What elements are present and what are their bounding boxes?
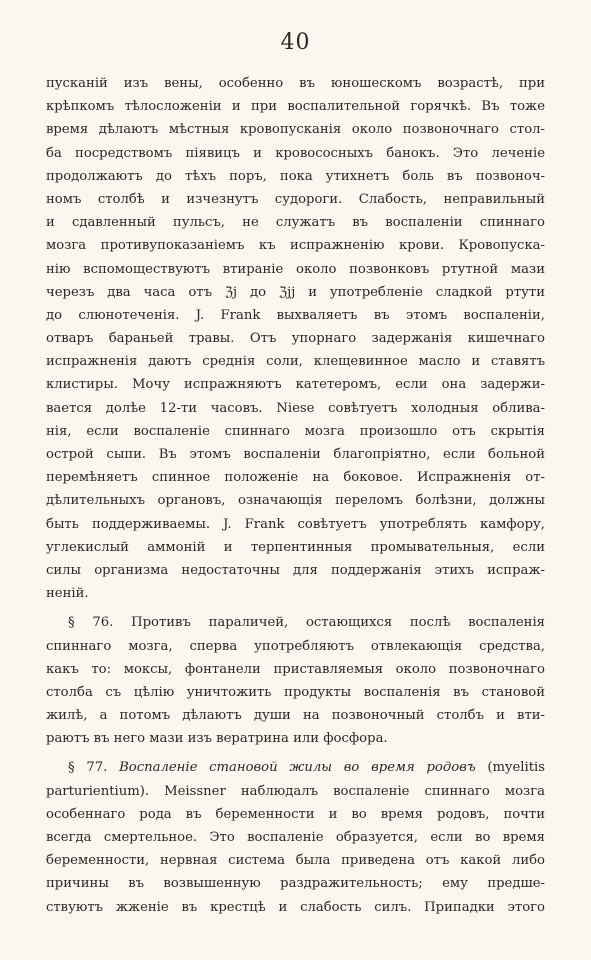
text-line: силы организма недостаточны для поддержанія этихъ испраж-: [46, 562, 545, 578]
text-line: острой сыпи. Въ этомъ воспаленіи благопріятно, если больной: [46, 447, 545, 462]
text-line: клистиры. Мочу испражняютъ катетеромъ, если она задержи-: [46, 377, 545, 393]
text-line: нія, если воспаленіе спиннаго мозга произошло отъ скрытія: [46, 423, 545, 439]
latin-term: (myelitis: [475, 760, 545, 776]
section-number: § 77.: [68, 760, 120, 776]
text-line: перемѣняетъ спинное положеніе на боковое. Испражненія от-: [46, 470, 545, 486]
text-line: отваръ бараньей травы. Отъ упорнаго задержанія кишечнаго: [46, 331, 545, 347]
text-line: нію вспомоществуютъ втираніе около позвонковъ ртутной мази: [46, 261, 545, 277]
text-line: до слюнотеченія. J. Frank выхваляетъ въ этомъ воспаленіи,: [46, 307, 545, 323]
text-line: номъ столбѣ и изчезнутъ судороги. Слабость, неправильный: [46, 191, 545, 207]
text-line: время дѣлаютъ мѣстныя кровопусканія около позвоночнаго стол-: [46, 122, 545, 138]
paragraph-continuation: [46, 72, 545, 605]
text-line: жилѣ, а потомъ дѣлаютъ души на позвоночный столбъ и вти-: [46, 708, 545, 724]
text-line: беременности, нервная система была приведена отъ какой либо: [46, 853, 545, 869]
section-title: Воспаленіе становой жилы во время родовъ: [119, 760, 476, 776]
section-heading-line: [46, 756, 545, 779]
text-line: причины въ возвышенную раздражительность; ему предше-: [46, 876, 545, 892]
text-line: продолжаютъ до тѣхъ поръ, пока утихнетъ боль въ позвоноч-: [46, 168, 545, 184]
text-line: углекислый аммоній и терпентинныя промывательныя, если: [46, 539, 545, 555]
text-line: спиннаго мозга, сперва употребляютъ отвлекающія средства,: [46, 638, 545, 654]
text-line: столба съ цѣлію уничтожить продукты воспаленія въ становой: [46, 684, 545, 700]
paragraph-section-76: [46, 611, 545, 750]
text-line: ба посредствомъ піявицъ и кровососныхъ банокъ. Это леченіе: [46, 145, 545, 161]
paragraph-section-77: [46, 756, 545, 918]
body-text: [46, 72, 545, 919]
text-line: черезъ два часа отъ ℨj до ℨjj и употребленіе сладкой ртути: [46, 284, 545, 300]
text-line: особеннаго рода въ беременности и во время родовъ, почти: [46, 806, 545, 822]
text-line: быть поддерживаемы. J. Frank совѣтуетъ употреблять камфору,: [46, 516, 545, 532]
text-line: пусканій изъ вены, особенно въ юношескомъ возрастѣ, при: [46, 76, 545, 91]
text-line: всегда смертельное. Это воспаленіе образуется, если во время: [46, 830, 545, 845]
text-line: дѣлительныхъ органовъ, означающія переломъ болѣзни, должны: [46, 493, 545, 509]
text-line: неній.: [46, 586, 89, 602]
text-line: вается долѣе 12-ти часовъ. Niese совѣтуетъ холодныя облива-: [46, 400, 545, 416]
page-number: 40: [280, 30, 311, 55]
text-line: испражненія даютъ среднія соли, клещевинное масло и ставятъ: [46, 354, 545, 370]
text-line: § 76. Противъ параличей, остающихся послѣ воспаленія: [68, 615, 545, 631]
text-line: раютъ въ него мази изъ вератрина или фосфора.: [46, 731, 388, 747]
text-line: и сдавленный пульсъ, не служатъ въ воспаленіи спиннаго: [46, 215, 545, 231]
text-line: крѣпкомъ тѣлосложеніи и при воспалительной горячкѣ. Въ тоже: [46, 99, 545, 115]
text-line: какъ то: моксы, фонтанели приставляемыя около позвоночнаго: [46, 661, 545, 677]
text-line: parturientium). Meissner наблюдалъ воспаленіе спиннаго мозга: [46, 783, 545, 799]
text-line: мозга противупоказаніемъ къ испражненію крови. Кровопуска-: [46, 238, 545, 254]
text-line: ствуютъ жженіе въ крестцѣ и слабость силъ. Припадки этого: [46, 899, 545, 915]
